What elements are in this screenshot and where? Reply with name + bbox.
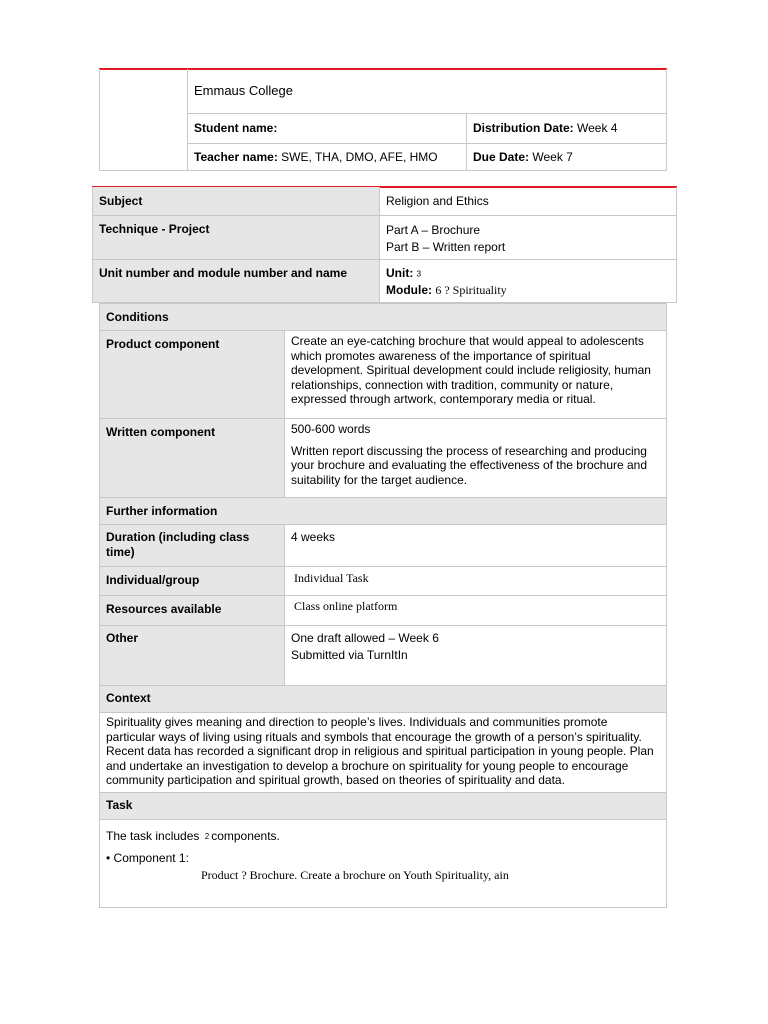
subject-label: Subject xyxy=(93,187,380,215)
due-date-cell xyxy=(467,143,667,170)
technique-value xyxy=(380,215,677,259)
component-1-text: Product ? Brochure. Create a brochure on Youth Spirituality, ain xyxy=(201,868,509,882)
teacher-name-value: SWE, THA, DMO, AFE, HMO xyxy=(281,149,438,164)
module-key: Module: xyxy=(386,282,432,297)
task-component-count: 2 xyxy=(204,832,210,842)
other-value xyxy=(285,626,667,686)
unit-module-label: Unit number and module number and name xyxy=(93,259,380,302)
task-body xyxy=(100,820,667,908)
unit-module-value xyxy=(380,259,677,302)
further-info-heading: Further information xyxy=(100,498,667,525)
resources-label: Resources available xyxy=(100,596,285,626)
distribution-date-label: Distribution Date: xyxy=(473,121,574,135)
product-component-label: Product component xyxy=(100,331,285,419)
bullet-icon: • xyxy=(106,851,111,865)
unit-value: 3 xyxy=(416,268,422,278)
component-1-label: Component 1: xyxy=(113,851,189,865)
task-intro: The task includes 2 components. xyxy=(106,829,280,843)
conditions-table xyxy=(99,303,667,908)
distribution-date-cell xyxy=(467,113,667,143)
technique-part-b: Part B – Written report xyxy=(386,239,506,254)
subject-value: Religion and Ethics xyxy=(380,187,677,215)
info-table xyxy=(92,187,677,303)
other-submission: Submitted via TurnItIn xyxy=(291,648,408,662)
individual-group-value: Individual Task xyxy=(285,567,667,596)
product-component-text: Create an eye-catching brochure that would appeal to adolescents which promotes awareness of the importance of spiritual development. Spiritual development could include religiosity, human relationships, connection with tradition, community or nature, expressed through artwork, contemporary media or ritual. xyxy=(285,331,667,419)
technique-label: Technique - Project xyxy=(93,215,380,259)
task-heading: Task xyxy=(100,793,667,820)
unit-key: Unit: xyxy=(386,265,414,280)
written-word-count: 500-600 words xyxy=(291,422,371,436)
context-heading: Context xyxy=(100,686,667,713)
task-component-1 xyxy=(106,851,660,865)
header-table xyxy=(99,69,667,171)
due-date-label: Due Date: xyxy=(473,149,530,164)
resources-value: Class online platform xyxy=(285,596,667,626)
duration-value: 4 weeks xyxy=(285,525,667,567)
teacher-name-label: Teacher name: xyxy=(194,149,278,164)
other-label: Other xyxy=(100,626,285,686)
technique-part-a: Part A – Brochure xyxy=(386,222,481,237)
student-name-label: Student name: xyxy=(194,121,278,135)
other-draft: One draft allowed – Week 6 xyxy=(291,631,439,645)
module-value: 6 ? Spirituality xyxy=(435,282,507,297)
duration-label: Duration (including class time) xyxy=(100,525,285,567)
student-name-cell xyxy=(188,113,467,143)
logo-cell xyxy=(100,69,188,170)
written-component-label: Written component xyxy=(100,419,285,498)
distribution-date-value: Week 4 xyxy=(577,121,618,135)
conditions-heading: Conditions xyxy=(100,304,667,331)
due-date-value: Week 7 xyxy=(532,149,573,164)
context-text: Spirituality gives meaning and direction to people’s lives. Individuals and communities promote particular ways of living using rituals and symbols that encourage the growth of a person’s spirituality. Recent data has recorded a significant drop in religious and spiritual participation in young people. Plan and undertake an investigation to develop a brochure on spirituality for young people to encourage community participation and spiritual growth, based on theories of spirituality and data. xyxy=(100,713,667,793)
written-component-text: Written report discussing the process of researching and producing your brochure and evaluating the effectiveness of the brochure and suitability for the target audience. xyxy=(291,443,648,487)
individual-group-label: Individual/group xyxy=(100,567,285,596)
written-component-value xyxy=(285,419,667,498)
teacher-name-cell xyxy=(188,143,467,170)
college-name: Emmaus College xyxy=(188,69,667,113)
